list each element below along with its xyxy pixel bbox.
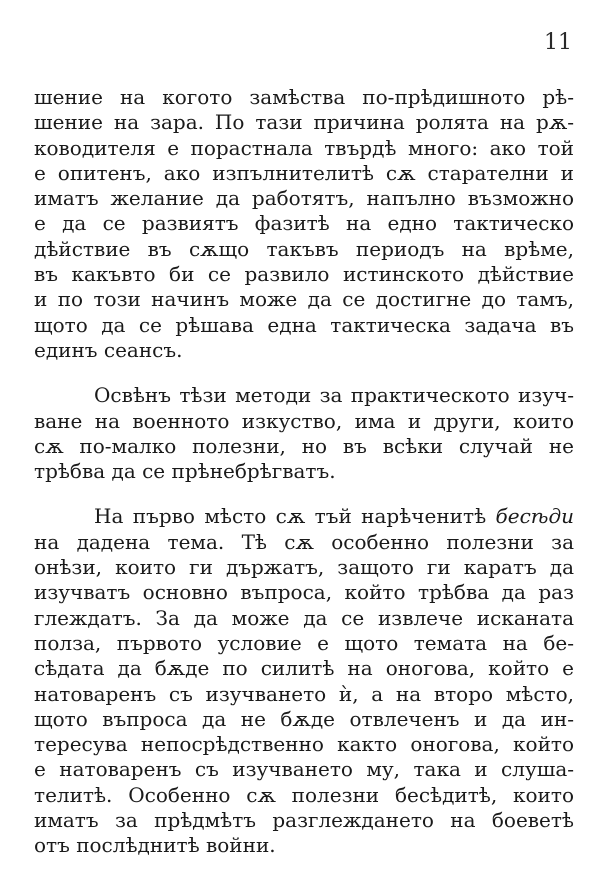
text-line: е натоваренъ съ изучването му, така и слуша-	[34, 757, 574, 782]
text-line: натоваренъ съ изучването ѝ, а на второ мѣсто,	[34, 681, 574, 706]
text-line	[34, 504, 574, 529]
body-text	[34, 85, 574, 859]
text-line: иматъ за прѣдмѣтъ разглеждането на боеветѣ	[34, 808, 574, 833]
text-line: щото да се рѣшава една тактическа задача въ	[34, 312, 574, 337]
text-line: щото въпроса да не бѫде отвлеченъ и да ин-	[34, 706, 574, 731]
text-line: сѣдата да бѫде по силитѣ на оногова, който е	[34, 656, 574, 681]
text-line: ване на военното изкуство, има и други, които	[34, 408, 574, 433]
text-line: единъ сеансъ.	[34, 337, 183, 362]
text-line: на дадена тема. Тѣ сѫ особенно полезни за	[34, 529, 574, 554]
text-line: сѫ по-малко полезни, но въ всѣки случай не	[34, 433, 574, 458]
text-line: дѣйствие въ сѫщо такъвъ периодъ на врѣме,	[34, 236, 574, 261]
text-line: трѣбва да се прѣнебрѣгватъ.	[34, 459, 336, 484]
page-number: 11	[544, 30, 572, 55]
text-line: и по този начинъ може да се достигне до тамъ,	[34, 287, 574, 312]
text-line: шение на зара. По тази причина ролята на рѫ-	[34, 110, 574, 135]
text-line: е опитенъ, ако изпълнителитѣ сѫ старателни и	[34, 160, 574, 185]
text-line: глеждатъ. За да може да се извлече исканата	[34, 605, 574, 630]
paragraph-1	[34, 85, 574, 363]
text-line: шение на когото замѣства по-прѣдишното рѣ-	[34, 85, 574, 109]
text-line: тересува непосрѣдственно както оногова, който	[34, 732, 574, 757]
text-line: е да се развиятъ фазитѣ на едно тактическо	[34, 211, 574, 236]
text-line-prefix: На първо мѣсто сѫ тъй нарѣченитѣ	[94, 504, 496, 529]
text-line: ководителя е порастнала твърдѣ много: ако той	[34, 135, 574, 160]
text-line: отъ послѣднитѣ войни.	[34, 833, 276, 858]
text-line: онѣзи, които ги държатъ, защото ги каратъ да	[34, 555, 574, 580]
text-line: полза, първото условие е щото темата на бе-	[34, 630, 574, 655]
text-line: иматъ желание да работятъ, напълно възможно	[34, 186, 574, 211]
paragraph-2	[34, 383, 574, 484]
italic-term: бесѣди	[495, 504, 574, 529]
text-line: Освѣнъ тѣзи методи за практическото изуч-	[94, 383, 574, 408]
paragraph-3	[34, 504, 574, 858]
text-line: телитѣ. Особенно сѫ полезни бесѣдитѣ, които	[34, 782, 574, 807]
text-line: изучватъ основно въпроса, който трѣбва да раз	[34, 580, 574, 605]
text-line: въ какъвто би се развило истинското дѣйствие	[34, 262, 574, 287]
